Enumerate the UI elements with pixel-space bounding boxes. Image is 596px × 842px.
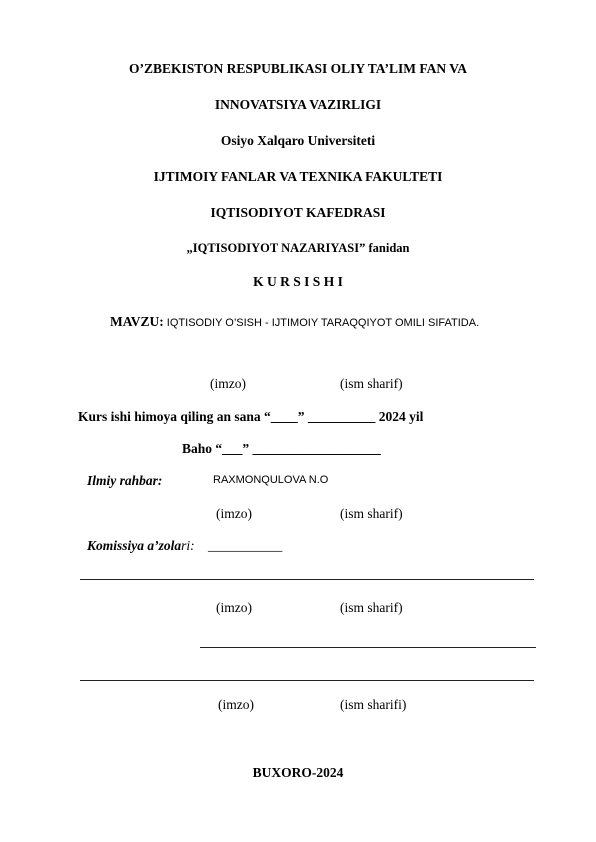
topic-value: IQTISODIY O’SISH - IJTIMOIY TARAQQIYOT OMILI SIFATIDA.: [163, 317, 480, 329]
commission-line: [87, 538, 282, 554]
name-label-4: (ism sharifi): [340, 697, 407, 712]
topic-label: MAVZU:: [110, 314, 164, 329]
name-label-2: (ism sharif): [340, 506, 403, 521]
commission-label: Komissiya a’zola: [87, 538, 182, 553]
topic-line: [110, 313, 479, 331]
defense-date-line: Kurs ishi himoya qiling an sana “____” __________ 2024 yil: [78, 409, 424, 424]
commission-label-tail: ri:: [181, 538, 195, 553]
name-label-3: (ism sharif): [340, 600, 403, 615]
commission-rule-3: [80, 680, 534, 681]
signature-label-3: (imzo): [216, 600, 252, 615]
commission-blank: ___________: [208, 538, 283, 553]
city-year: BUXORO-2024: [252, 765, 344, 780]
ministry-line-1: O’ZBEKISTON RESPUBLIKASI OLIY TA’LIM FAN VA: [129, 61, 467, 76]
document-type: K U R S I S H I: [253, 274, 343, 289]
name-label-1: (ism sharif): [340, 376, 403, 391]
supervisor-label: Ilmiy rahbar:: [87, 473, 163, 488]
commission-rule-1: [80, 579, 534, 580]
commission-rule-2: [200, 647, 536, 648]
signature-label-2: (imzo): [216, 506, 252, 521]
ministry-line-2: INNOVATSIYA VAZIRLIGI: [214, 97, 382, 112]
grade-line: Baho “___” ___________________: [182, 441, 381, 456]
supervisor-name: RAXMONQULOVA N.O: [213, 474, 329, 486]
signature-label-1: (imzo): [210, 376, 246, 391]
department-name: IQTISODIYOT KAFEDRASI: [210, 205, 386, 220]
university-name: Osiyo Xalqaro Universiteti: [220, 133, 376, 148]
signature-label-4: (imzo): [218, 697, 254, 712]
subject-line: „IQTISODIYOT NAZARIYASI” fanidan: [186, 241, 410, 255]
faculty-name: IJTIMOIY FANLAR VA TEXNIKA FAKULTETI: [153, 169, 443, 184]
